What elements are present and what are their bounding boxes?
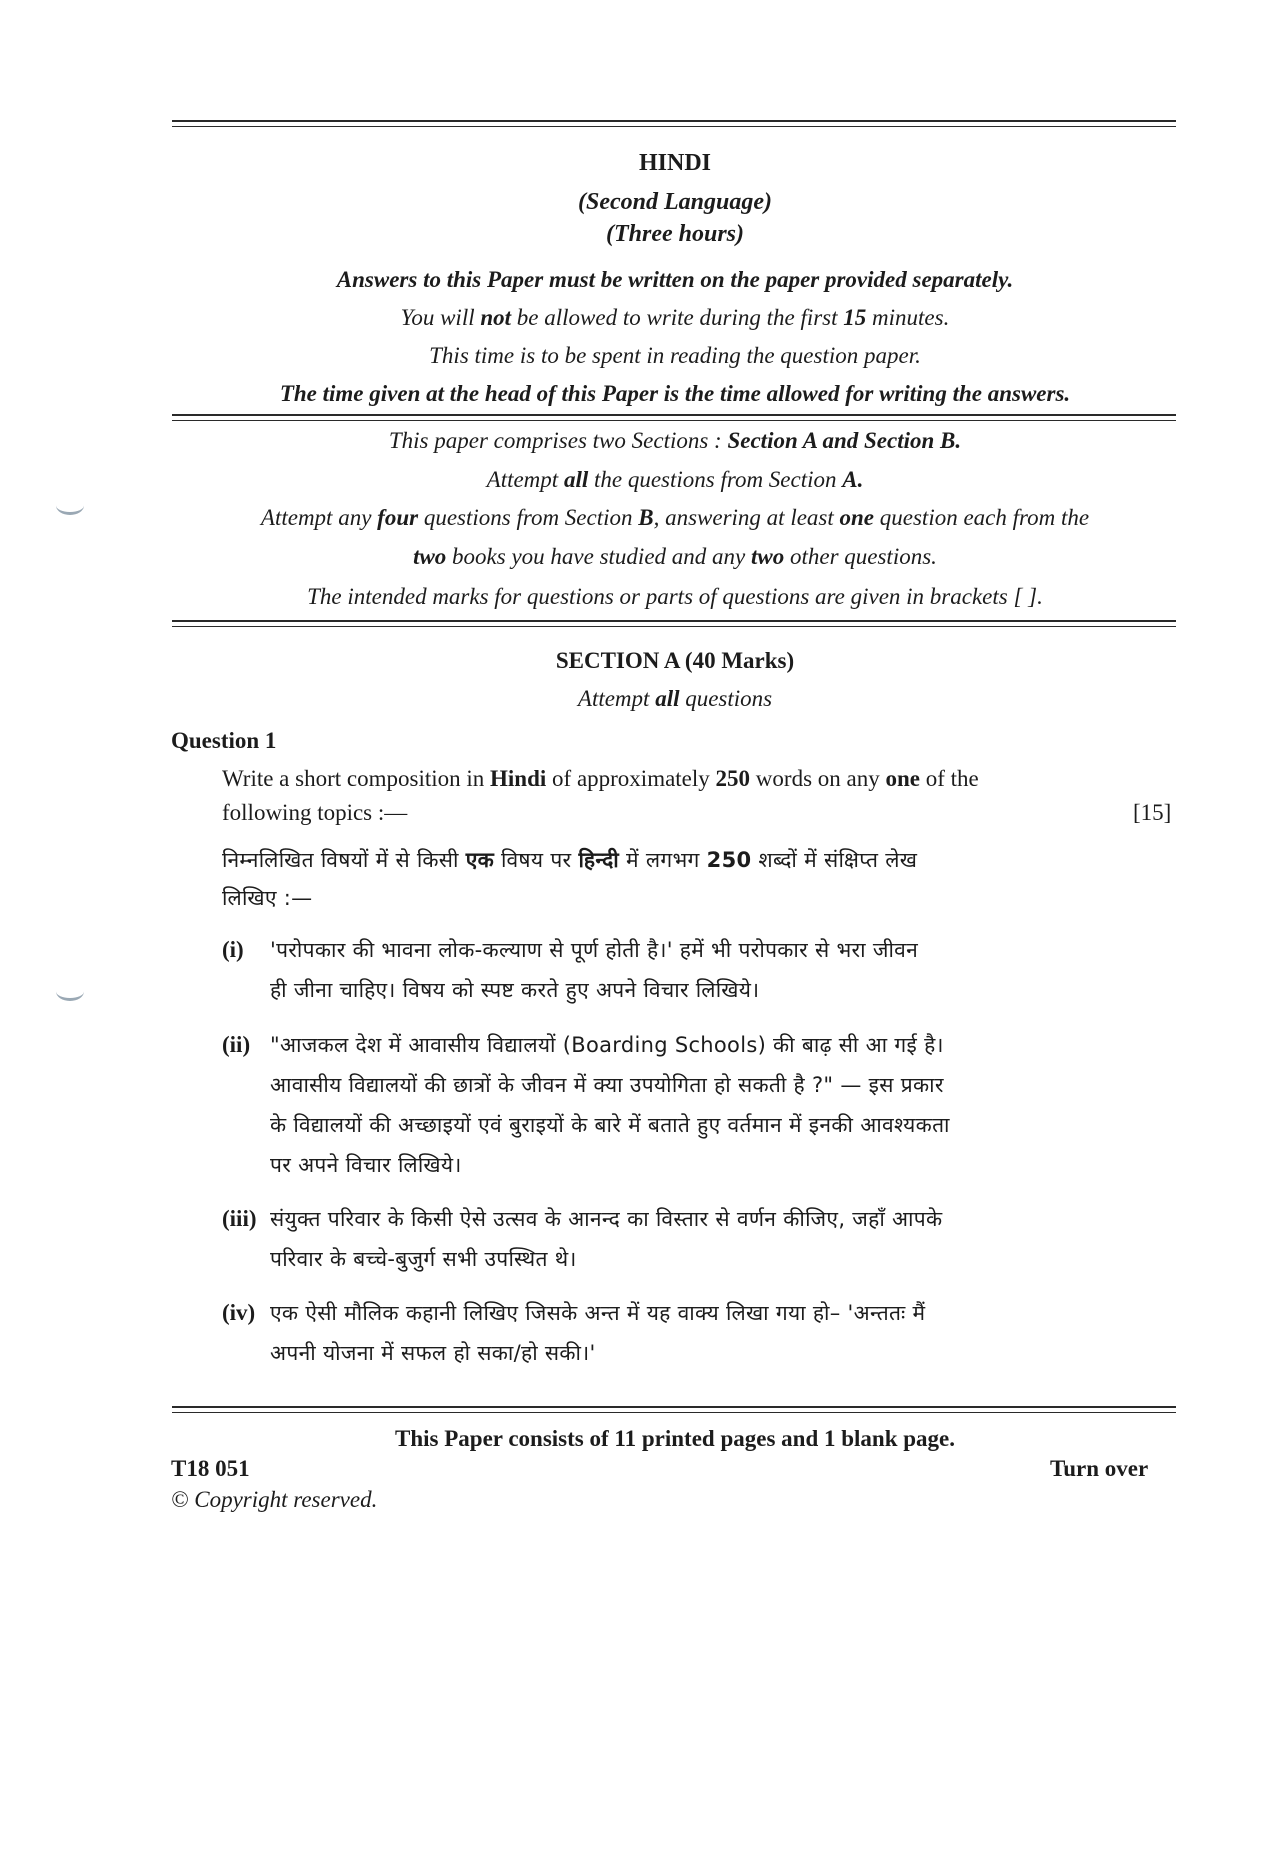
part-line: पर अपने विचार लिखिये। bbox=[270, 1153, 462, 1177]
copyright: © Copyright reserved. bbox=[171, 1487, 378, 1512]
text: four bbox=[377, 505, 419, 530]
sections-line-4 bbox=[170, 544, 1180, 570]
text: विषय पर bbox=[494, 848, 579, 872]
text: Section A bbox=[727, 428, 817, 453]
text: not bbox=[480, 305, 512, 330]
part-line: अपनी योजना में सफल हो सका/हो सकी।' bbox=[270, 1341, 596, 1365]
part-line: परिवार के बच्चे-बुजुर्ग सभी उपस्थित थे। bbox=[270, 1247, 577, 1271]
text: Hindi bbox=[490, 766, 547, 791]
text: B bbox=[638, 505, 654, 530]
section-a-subtitle bbox=[170, 686, 1180, 712]
text: निम्नलिखित विषयों में से किसी bbox=[222, 848, 466, 872]
rule-3b bbox=[172, 626, 1176, 627]
text: be allowed to write during the first bbox=[511, 305, 844, 330]
part-line: आवासीय विद्यालयों की छात्रों के जीवन में क्या उपयोगिता हो सकती है ?" — इस प्रकार bbox=[270, 1073, 944, 1097]
rule-3a bbox=[172, 620, 1176, 622]
text: Attempt bbox=[486, 467, 564, 492]
text: two bbox=[750, 544, 785, 569]
part-number: (ii) bbox=[222, 1032, 251, 1057]
punch-hole-mark bbox=[56, 496, 84, 515]
question-hindi-line-1 bbox=[222, 846, 917, 874]
punch-hole-mark bbox=[56, 982, 84, 1001]
question-label: Question 1 bbox=[171, 728, 277, 753]
bottom-rule bbox=[172, 1406, 1176, 1408]
sections-line-1 bbox=[170, 428, 1180, 454]
sections-line-3 bbox=[170, 505, 1180, 531]
text: , answering at least bbox=[653, 505, 840, 530]
text: 15 bbox=[843, 305, 867, 330]
text: A. bbox=[842, 467, 864, 492]
duration: (Three hours) bbox=[605, 221, 744, 247]
text: two bbox=[413, 544, 447, 569]
text: एक bbox=[465, 848, 495, 872]
text: Write a short composition in bbox=[222, 766, 491, 791]
text: शब्दों में संक्षिप्त लेख bbox=[751, 848, 918, 872]
text: minutes. bbox=[866, 305, 950, 330]
text: हिन्दी bbox=[578, 848, 620, 872]
instruction-line-1: Answers to this Paper must be written on the paper provided separately. bbox=[336, 267, 1014, 292]
part-line: ही जीना चाहिए। विषय को स्पष्ट करते हुए अपने विचार लिखिये। bbox=[270, 978, 760, 1002]
sections-line-5: The intended marks for questions or parts of questions are given in brackets [ ]. bbox=[307, 584, 1043, 609]
text: other questions. bbox=[784, 544, 937, 569]
text: books you have studied and any bbox=[446, 544, 751, 569]
text: 250 bbox=[706, 848, 752, 872]
part-number: (i) bbox=[222, 937, 244, 962]
part-line: के विद्यालयों की अच्छाइयों एवं बुराइयों के बारे में बताते हुए वर्तमान में इनकी आवश्यकता bbox=[270, 1113, 950, 1137]
subject-title: HINDI bbox=[638, 150, 711, 176]
question-english-line-1 bbox=[222, 766, 979, 792]
marks: [15] bbox=[1133, 800, 1172, 825]
rule-2b bbox=[172, 420, 1176, 421]
bottom-rule-2 bbox=[172, 1412, 1176, 1413]
instruction-line-4: The time given at the head of this Paper is the time allowed for writing the answers. bbox=[279, 381, 1071, 406]
instruction-line-2 bbox=[170, 305, 1180, 331]
text: Section B. bbox=[864, 428, 962, 453]
part-line: "आजकल देश में आवासीय विद्यालयों (Boarding Schools) की बाढ़ सी आ गई है। bbox=[270, 1033, 944, 1057]
text: You will bbox=[400, 305, 481, 330]
text: and bbox=[816, 428, 865, 453]
text: words on any bbox=[750, 766, 886, 791]
text: all bbox=[563, 467, 589, 492]
text: one bbox=[839, 505, 875, 530]
text: question each from the bbox=[874, 505, 1090, 530]
text: of the bbox=[919, 766, 979, 791]
sections-line-2 bbox=[170, 467, 1180, 493]
text: में लगभग bbox=[619, 848, 707, 872]
text: Attempt any bbox=[260, 505, 378, 530]
rule-2a bbox=[172, 414, 1176, 416]
text: questions bbox=[679, 686, 773, 711]
language-subtitle: (Second Language) bbox=[578, 189, 772, 215]
pages-note: This Paper consists of 11 printed pages and 1 blank page. bbox=[395, 1426, 955, 1451]
text: 250 bbox=[715, 766, 751, 791]
text: one bbox=[885, 766, 920, 791]
section-a-title: SECTION A (40 Marks) bbox=[555, 648, 795, 673]
part-line: संयुक्त परिवार के किसी ऐसे उत्सव के आनन्द का विस्तार से वर्णन कीजिए, जहाँ आपके bbox=[270, 1207, 943, 1231]
paper-code: T18 051 bbox=[171, 1456, 250, 1481]
text: This paper comprises two Sections : bbox=[388, 428, 728, 453]
part-number: (iii) bbox=[222, 1206, 257, 1231]
text: the questions from Section bbox=[588, 467, 843, 492]
top-rule bbox=[172, 120, 1176, 122]
question-english-line-2: following topics :— bbox=[222, 800, 408, 825]
part-line: एक ऐसी मौलिक कहानी लिखिए जिसके अन्त में यह वाक्य लिखा गया हो– 'अन्ततः मैं bbox=[270, 1301, 926, 1325]
top-rule-2 bbox=[172, 126, 1176, 127]
question-hindi-line-2: लिखिए :— bbox=[222, 886, 313, 910]
text: questions from Section bbox=[418, 505, 639, 530]
text: all bbox=[655, 686, 680, 711]
part-number: (iv) bbox=[222, 1300, 256, 1325]
instruction-line-3: This time is to be spent in reading the question paper. bbox=[429, 343, 921, 368]
turn-over: Turn over bbox=[1050, 1456, 1149, 1481]
part-line: 'परोपकार की भावना लोक-कल्याण से पूर्ण होती है।' हमें भी परोपकार से भरा जीवन bbox=[270, 938, 919, 962]
text: of approximately bbox=[546, 766, 716, 791]
text: Attempt bbox=[577, 686, 656, 711]
